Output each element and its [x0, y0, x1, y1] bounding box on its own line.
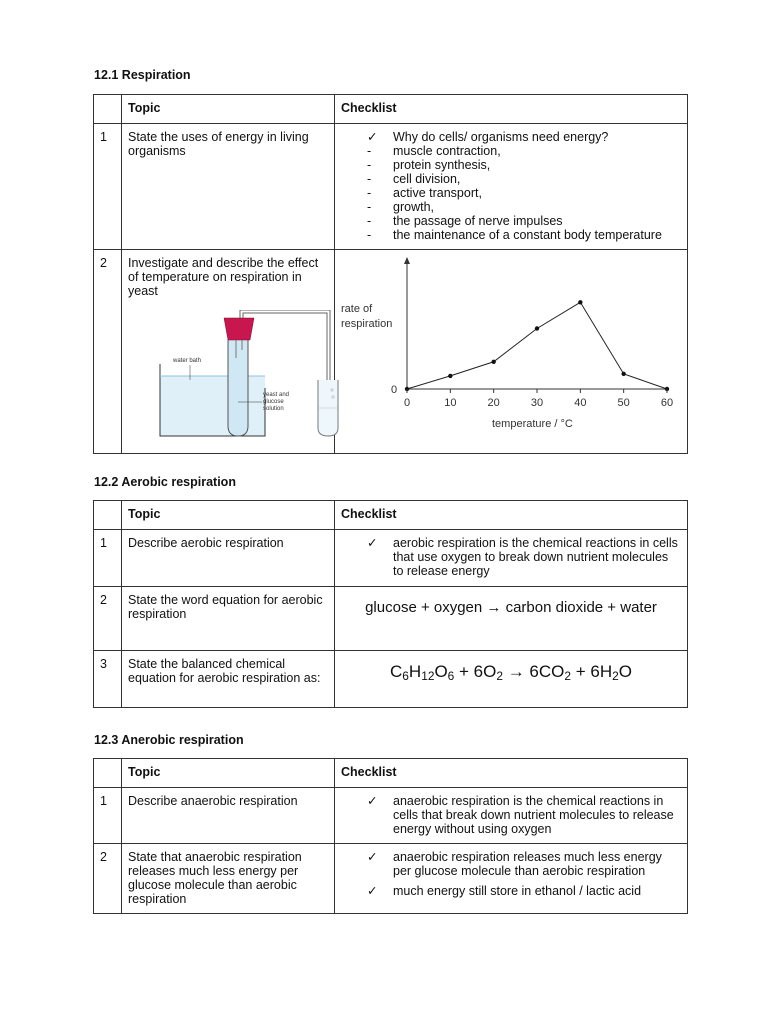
num-header — [94, 501, 122, 530]
list-item: ✓ anaerobic respiration releases much less energy per glucose molecule than aerobic respiration — [367, 850, 662, 878]
respiration-table — [93, 94, 688, 454]
check-icon: ✓ — [367, 794, 378, 808]
chemical-equation: $C_6H_{12}O_6 + 6O_2 \to 6CO_2 + 6H_2O$ — [335, 651, 688, 708]
table-header-row — [94, 759, 688, 788]
table-row — [94, 250, 688, 454]
checklist-cell — [335, 530, 688, 587]
topic-header: Topic — [122, 95, 335, 124]
dash-bullet: - — [367, 144, 372, 158]
list-item: ✓ Why do cells/ organisms need energy? — [367, 130, 609, 144]
row-number: 1 — [94, 788, 122, 844]
table-row — [94, 651, 688, 708]
data-point — [535, 326, 539, 330]
data-point — [491, 360, 495, 364]
row-number: 2 — [94, 844, 122, 914]
table-row — [94, 124, 688, 250]
section-title-respiration: 12.1 Respiration — [94, 68, 191, 82]
dash-bullet: - — [367, 200, 372, 214]
table-row — [94, 844, 688, 914]
y-axis-arrow — [404, 257, 410, 264]
list-item: - the passage of nerve impulses — [367, 214, 563, 228]
x-axis-label: temperature / °C — [492, 418, 573, 430]
checklist-cell — [335, 844, 688, 914]
num-header — [94, 759, 122, 788]
list-item: ✓ aerobic respiration is the chemical reactions in cells that use oxygen to break down nutrient molecules to release energy — [367, 536, 678, 578]
check-icon: ✓ — [367, 850, 378, 864]
table-header-row — [94, 95, 688, 124]
dash-bullet: - — [367, 228, 372, 242]
list-item: ✓ much energy still store in ethanol / lactic acid — [367, 884, 642, 898]
word-equation: glucose + oxygen → carbon dioxide + water — [335, 587, 688, 651]
x-tick-label: 20 — [487, 397, 500, 409]
y-zero-label: 0 — [391, 384, 398, 396]
topic-cell: State the word equation for aerobic respiration — [122, 587, 335, 651]
row-number: 2 — [94, 250, 122, 454]
num-header — [94, 95, 122, 124]
water-bath-label: water bath — [173, 358, 202, 364]
aerobic-table — [93, 500, 688, 708]
section-title-aerobic: 12.2 Aerobic respiration — [94, 475, 236, 489]
data-point — [448, 374, 452, 378]
yeast-label-2: glucose — [263, 399, 284, 405]
data-point — [621, 372, 625, 376]
x-tick-label: 50 — [617, 397, 630, 409]
respiration-rate-chart — [335, 250, 687, 450]
topic-cell: Describe anaerobic respiration — [122, 788, 335, 844]
table-row — [94, 788, 688, 844]
topic-cell: State the balanced chemical equation for aerobic respiration as: — [122, 651, 335, 708]
list-item: - muscle contraction, — [367, 144, 501, 158]
list-item: - cell division, — [367, 172, 461, 186]
x-tick-label: 0 — [403, 397, 411, 409]
list-item: - growth, — [367, 200, 434, 214]
y-axis-label-line2: respiration — [341, 318, 393, 330]
check-icon: ✓ — [367, 130, 378, 144]
x-tick-label: 10 — [444, 397, 457, 409]
yeast-label-1: yeast and — [263, 392, 290, 398]
topic-cell: State that anaerobic respiration releases much less energy per glucose molecule than aerobic respiration — [122, 844, 335, 914]
list-item: - active transport, — [367, 186, 482, 200]
x-tick-label: 30 — [530, 397, 544, 409]
yeast-label-3: solution — [263, 406, 284, 412]
list-item: - protein synthesis, — [367, 158, 491, 172]
checklist — [341, 130, 681, 242]
check-icon: ✓ — [367, 536, 378, 550]
dash-bullet: - — [367, 214, 372, 228]
yeast-apparatus-diagram — [150, 310, 355, 445]
checklist-header: Checklist — [335, 95, 688, 124]
table-row — [94, 530, 688, 587]
check-icon: ✓ — [367, 884, 378, 898]
graph-cell — [335, 250, 688, 454]
list-item: ✓ anaerobic respiration is the chemical reactions in cells that break down nutrient molecules to release energy without using oxygen — [367, 794, 674, 836]
series-line — [407, 302, 667, 389]
dash-bullet: - — [367, 158, 372, 172]
x-tick-label: 40 — [574, 397, 587, 409]
row-number: 1 — [94, 530, 122, 587]
row-number: 1 — [94, 124, 122, 250]
topic-cell: Describe aerobic respiration — [122, 530, 335, 587]
section-title-anaerobic: 12.3 Anerobic respiration — [94, 733, 244, 747]
row-number: 3 — [94, 651, 122, 708]
row-number: 2 — [94, 587, 122, 651]
dash-bullet: - — [367, 172, 372, 186]
data-point — [578, 300, 582, 304]
table-header-row — [94, 501, 688, 530]
checklist-header: Checklist — [335, 759, 688, 788]
topic-cell: State the uses of energy in living organisms — [122, 124, 335, 250]
topic-header: Topic — [122, 759, 335, 788]
dash-bullet: - — [367, 186, 372, 200]
topic-header: Topic — [122, 501, 335, 530]
anaerobic-table — [93, 758, 688, 914]
list-item: - the maintenance of a constant body temperature — [367, 228, 662, 242]
table-row — [94, 587, 688, 651]
topic-text: Investigate and describe the effect of temperature on respiration in yeast — [128, 256, 319, 298]
y-axis-label: rate of — [341, 303, 373, 315]
x-tick-label: 60 — [660, 397, 674, 409]
checklist-cell — [335, 788, 688, 844]
checklist-header: Checklist — [335, 501, 688, 530]
checklist-cell — [335, 124, 688, 250]
topic-cell — [122, 250, 335, 454]
